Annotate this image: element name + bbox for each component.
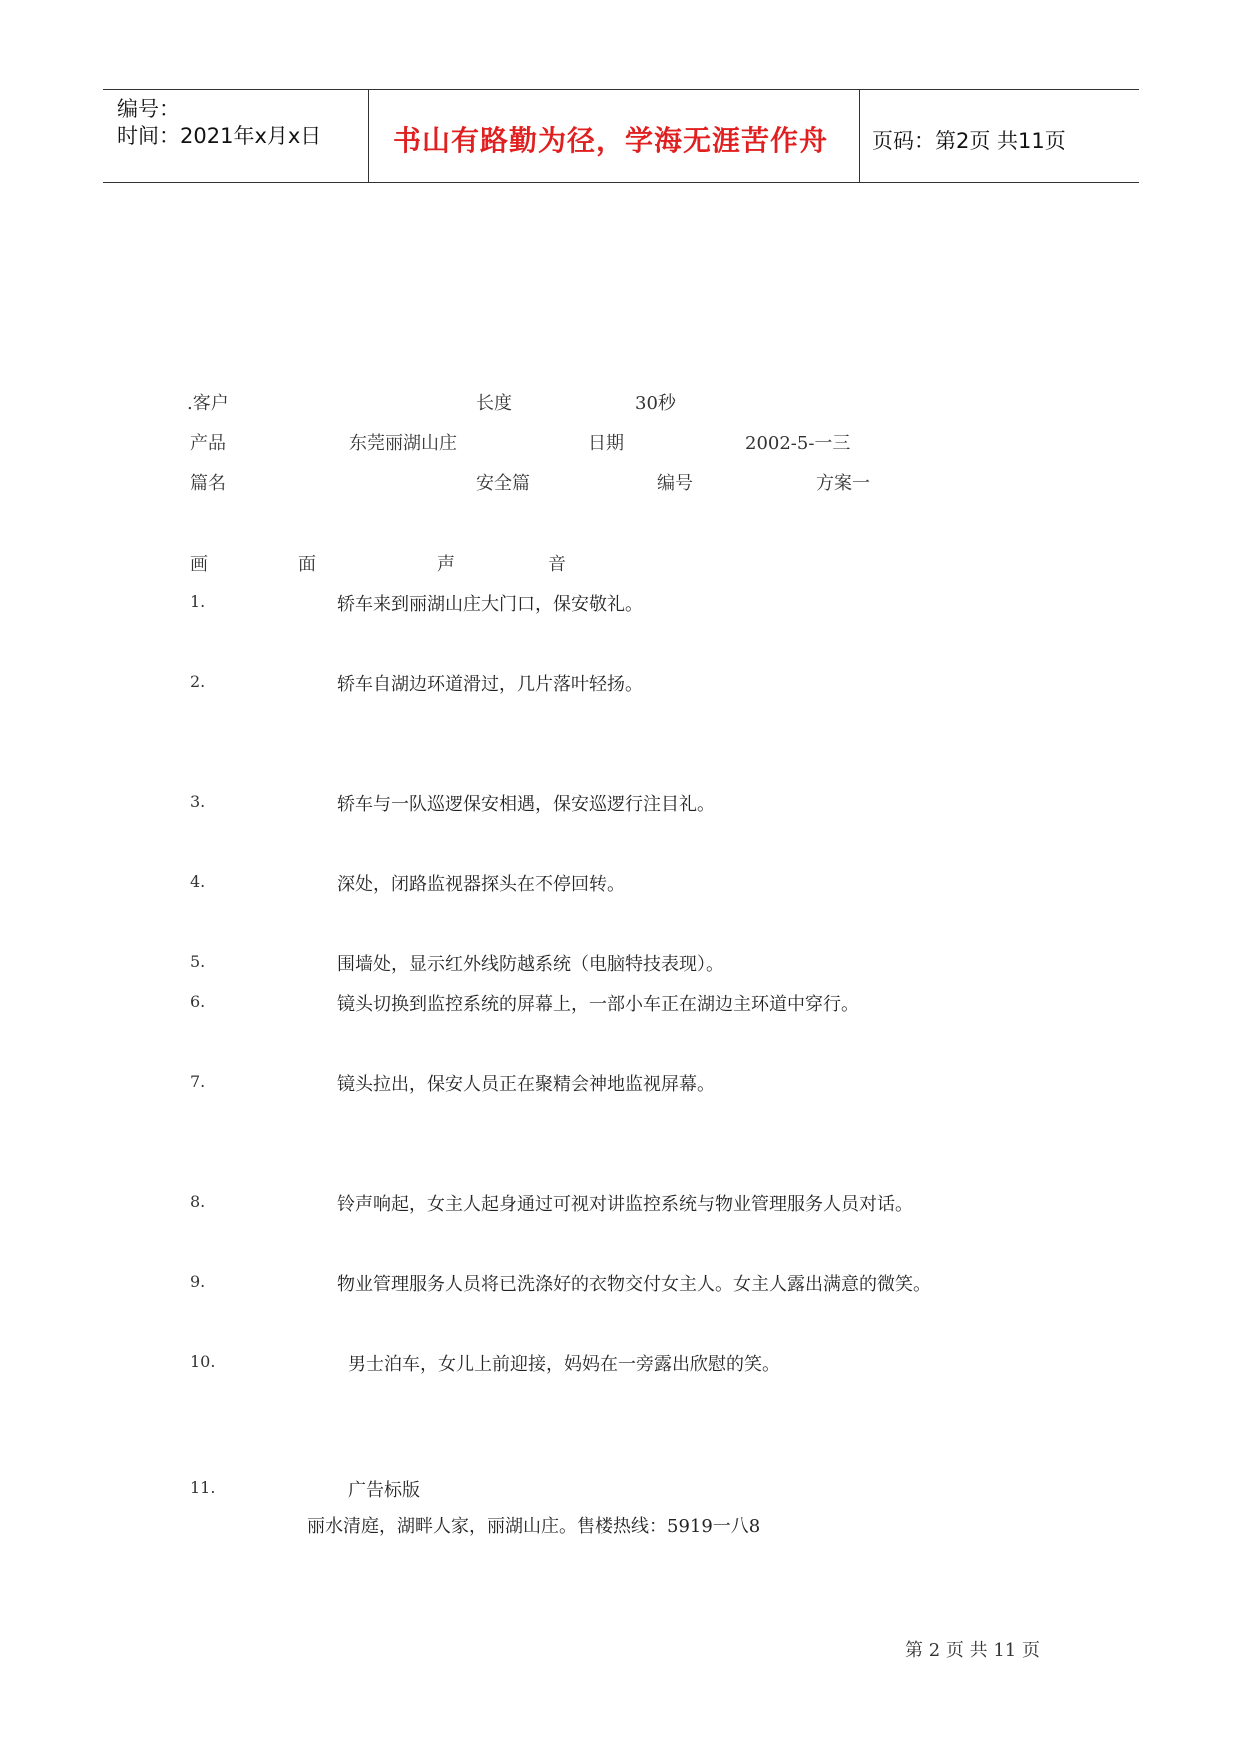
- shot-number: 10.: [190, 1352, 216, 1371]
- header-bottom-rule: [103, 182, 1139, 183]
- shot-text: 围墙处，显示红外线防越系统（电脑特技表现）。: [337, 954, 724, 975]
- shot-text: 物业管理服务人员将已洗涤好的衣物交付女主人。女主人露出满意的微笑。: [337, 1274, 931, 1295]
- shot-number: 3.: [190, 792, 206, 811]
- shot-number: 2.: [190, 672, 206, 691]
- shot-text: 广告标版: [348, 1480, 420, 1501]
- shot-text: 男士泊车，女儿上前迎接，妈妈在一旁露出欣慰的笑。: [348, 1354, 780, 1375]
- page-footer: 第 2 页 共 11 页: [905, 1640, 1040, 1661]
- shot-number: 4.: [190, 872, 206, 891]
- header-number-label: 编号：: [117, 97, 180, 121]
- title-label: 篇名: [190, 473, 226, 494]
- title-value: 安全篇: [476, 473, 530, 494]
- shot-number: 9.: [190, 1272, 206, 1291]
- shot-number: 11.: [190, 1478, 216, 1497]
- header-time-label: 时间：2021年x月x日: [117, 124, 322, 148]
- shot-number: 5.: [190, 952, 206, 971]
- code-label: 编号: [657, 473, 693, 494]
- date-value: 2002-5-一三: [745, 433, 851, 454]
- shot-text: 镜头切换到监控系统的屏幕上，一部小车正在湖边主环道中穿行。: [337, 994, 859, 1015]
- shot-number: 7.: [190, 1072, 206, 1091]
- code-value: 方案一: [816, 473, 870, 494]
- client-label: .客户: [187, 393, 229, 414]
- ad-slogan: 丽水清庭，湖畔人家，丽湖山庄。售楼热线：5919一八8: [307, 1516, 761, 1537]
- shot-text: 铃声响起，女主人起身通过可视对讲监控系统与物业管理服务人员对话。: [337, 1194, 913, 1215]
- column-picture-char-1: 画: [190, 554, 208, 575]
- header-top-rule: [103, 89, 1139, 90]
- column-sound-char-1: 声: [437, 554, 455, 575]
- length-value: 30秒: [635, 393, 676, 414]
- column-picture-char-2: 面: [298, 554, 316, 575]
- shot-number: 1.: [190, 592, 206, 611]
- shot-number: 8.: [190, 1192, 206, 1211]
- header-motto: 书山有路勤为径，学海无涯苦作舟: [393, 124, 829, 157]
- product-value: 东莞丽湖山庄: [349, 433, 457, 454]
- date-label: 日期: [588, 433, 624, 454]
- length-label: 长度: [476, 393, 512, 414]
- product-label: 产品: [190, 433, 226, 454]
- header-divider-left: [368, 89, 369, 182]
- shot-number: 6.: [190, 992, 206, 1011]
- column-sound-char-2: 音: [548, 554, 566, 575]
- shot-text: 轿车与一队巡逻保安相遇，保安巡逻行注目礼。: [337, 794, 715, 815]
- shot-text: 深处，闭路监视器探头在不停回转。: [337, 874, 625, 895]
- header-page-label: 页码：第2页 共11页: [872, 129, 1066, 153]
- shot-text: 轿车自湖边环道滑过，几片落叶轻扬。: [337, 674, 643, 695]
- shot-text: 镜头拉出，保安人员正在聚精会神地监视屏幕。: [337, 1074, 715, 1095]
- shot-text: 轿车来到丽湖山庄大门口，保安敬礼。: [337, 594, 643, 615]
- header-divider-right: [859, 89, 860, 182]
